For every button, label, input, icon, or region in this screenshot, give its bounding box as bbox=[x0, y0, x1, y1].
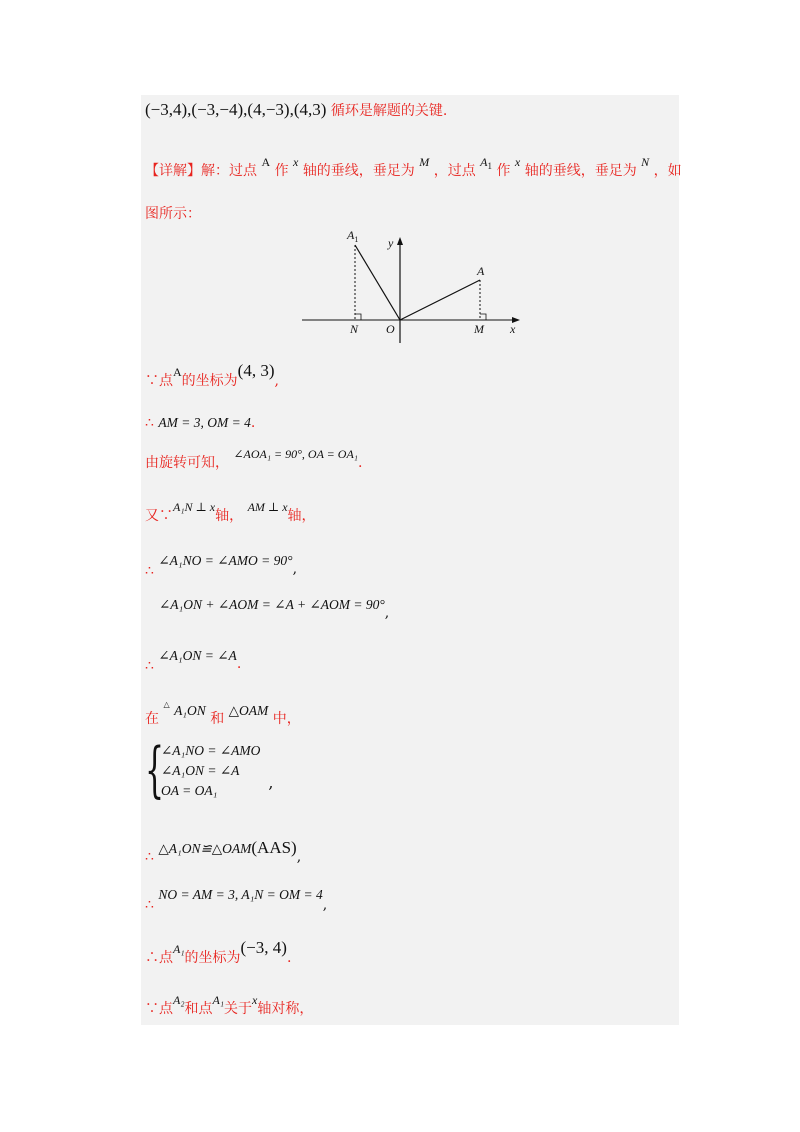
point-N-label: N bbox=[641, 155, 650, 169]
detail-text-2: 作 bbox=[274, 163, 289, 179]
line-symmetry bbox=[145, 993, 314, 1018]
and-text: 和 bbox=[210, 711, 225, 727]
line-angle-sum bbox=[145, 597, 390, 621]
y-axis-arrow bbox=[397, 237, 403, 245]
label-M: M bbox=[474, 322, 484, 336]
comma: , bbox=[296, 849, 302, 865]
equation-system bbox=[145, 735, 274, 805]
period: . bbox=[250, 415, 256, 431]
system-row: ∠A₁ON = ∠A bbox=[161, 763, 240, 778]
point-A: A bbox=[173, 365, 182, 379]
eq-angle-sum: ∠A₁ON + ∠AOM = ∠A + ∠AOM = 90° bbox=[159, 597, 385, 612]
therefore-symbol: ∴ bbox=[145, 897, 154, 913]
therefore-symbol: ∴ bbox=[145, 658, 154, 674]
therefore-symbol: ∴ bbox=[145, 563, 154, 579]
comma: , bbox=[322, 897, 328, 913]
line-lengths bbox=[145, 887, 328, 913]
line-angle-equal bbox=[145, 648, 242, 674]
right-angle-M bbox=[480, 314, 486, 320]
period: . bbox=[286, 950, 292, 966]
point-A1: A₁ bbox=[173, 942, 185, 956]
label-A: A bbox=[477, 264, 485, 278]
line-detail bbox=[145, 155, 682, 180]
cycle-coordinates: (−3,4),(−3,−4),(4,−3),(4,3) bbox=[145, 100, 327, 119]
line-figure-intro: 图所示： bbox=[145, 206, 201, 222]
also-since: 又∵ bbox=[145, 508, 173, 524]
segment-OA bbox=[400, 280, 480, 320]
point-A1: A₁ bbox=[212, 993, 225, 1007]
triangle-symbol: △ bbox=[163, 700, 170, 709]
triangle-OAM: △OAM bbox=[228, 703, 269, 718]
system-rows bbox=[161, 743, 260, 799]
line-triangles bbox=[145, 700, 301, 727]
label-y: y bbox=[388, 236, 394, 250]
eq-lengths: NO = AM = 3, A₁N = OM = 4 bbox=[158, 887, 323, 902]
therefore-point: ∴点 bbox=[145, 950, 173, 966]
comma: , bbox=[292, 561, 298, 577]
triangle-A1ON: A₁ON bbox=[174, 703, 206, 718]
about-text: 关于 bbox=[224, 1001, 253, 1017]
label-N: N bbox=[350, 322, 359, 336]
eq-right-angles: ∠A₁NO = ∠AMO = 90° bbox=[158, 553, 293, 568]
label-A1: $A_1$ bbox=[347, 228, 359, 244]
line-AM-OM bbox=[145, 415, 255, 431]
detail-text-7: ，如 bbox=[653, 163, 682, 179]
detail-text-5: 作 bbox=[496, 163, 511, 179]
therefore-symbol: ∴ bbox=[145, 415, 154, 431]
left-brace: { bbox=[145, 735, 165, 805]
eq-angle-equal: ∠A₁ON = ∠A bbox=[158, 648, 237, 663]
line-rotation bbox=[145, 447, 363, 472]
and-point: 和点 bbox=[184, 1001, 213, 1017]
detail-tag: 【详解】 bbox=[145, 163, 201, 179]
line-A-coordinates bbox=[145, 361, 279, 390]
eq-congruence: △A₁ON≌△OAM bbox=[158, 841, 252, 856]
system-row: ∠A₁NO = ∠AMO bbox=[161, 743, 261, 758]
comma: , bbox=[274, 373, 279, 389]
eq-A1N-perp: A₁N ⊥ x bbox=[173, 500, 216, 514]
eq-AM-perp: AM ⊥ x bbox=[247, 500, 288, 514]
aas-label: (AAS) bbox=[251, 838, 297, 857]
point-A2: A₂ bbox=[173, 993, 185, 1007]
coord-text: 的坐标为 bbox=[184, 950, 241, 966]
eq-AM-OM: AM = 3, OM = 4 bbox=[158, 415, 251, 430]
x-var-2: x bbox=[514, 155, 521, 169]
period: . bbox=[357, 455, 363, 471]
line-angles-90 bbox=[145, 553, 298, 579]
detail-text-3: 轴的垂线，垂足为 bbox=[302, 163, 415, 179]
middle-text: 中， bbox=[272, 711, 301, 727]
system-row: OA = OA₁ bbox=[161, 783, 218, 798]
symmetry-text: 轴对称， bbox=[257, 1001, 314, 1017]
eq-rotation: ∠AOA₁ = 90°, OA = OA₁ bbox=[233, 447, 358, 461]
detail-text-1: 解：过点 bbox=[201, 163, 257, 179]
comma: , bbox=[268, 773, 274, 792]
coord-text: 的坐标为 bbox=[181, 373, 238, 389]
since-point: ∵点 bbox=[145, 1001, 173, 1017]
right-angle-N bbox=[355, 314, 361, 320]
geometry-figure bbox=[300, 225, 525, 345]
period: . bbox=[236, 656, 242, 672]
line-congruence bbox=[145, 838, 302, 865]
point-M-label: M bbox=[419, 155, 430, 169]
point-A1-label: $A_1$ bbox=[480, 155, 493, 171]
line-A1-coordinates bbox=[145, 938, 292, 967]
detail-text-6: 轴的垂线，垂足为 bbox=[524, 163, 637, 179]
x-var: x bbox=[252, 993, 258, 1007]
cycle-text: 循环是解题的关键. bbox=[330, 103, 448, 119]
comma: , bbox=[384, 605, 390, 621]
axis-text: 轴， bbox=[215, 508, 244, 524]
label-O: O bbox=[386, 322, 395, 336]
axis-text-2: 轴， bbox=[287, 508, 316, 524]
segment-OA1 bbox=[355, 245, 400, 320]
therefore-symbol: ∴ bbox=[145, 849, 154, 865]
line-perpendicular bbox=[145, 500, 316, 525]
x-var: x bbox=[293, 155, 299, 169]
label-x: x bbox=[510, 322, 516, 336]
rotation-text: 由旋转可知， bbox=[145, 455, 229, 471]
coord-A1: (−3, 4) bbox=[240, 938, 287, 957]
coord-A: (4, 3) bbox=[237, 361, 275, 380]
since-point: ∵点 bbox=[145, 373, 173, 389]
line-cycle bbox=[145, 100, 447, 120]
point-A-label: A bbox=[261, 155, 271, 169]
in-text: 在 bbox=[145, 711, 159, 727]
detail-text-4: ，过点 bbox=[433, 163, 476, 179]
